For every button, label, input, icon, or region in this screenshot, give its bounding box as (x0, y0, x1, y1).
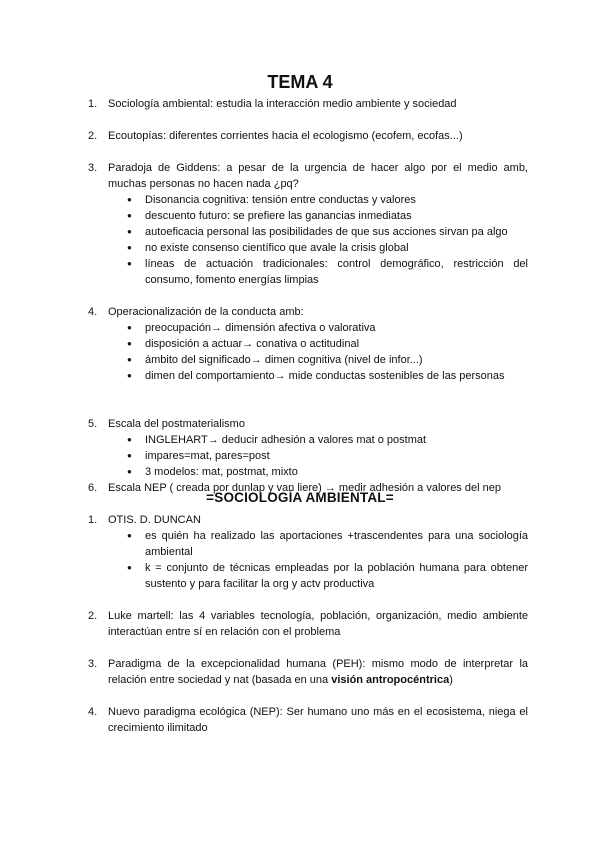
bullet-text: autoeficacia personal las posibilidades de que sus acciones sirvan pa algo (145, 226, 508, 238)
bullet-icon: ● (127, 355, 132, 364)
item-number: 4. (88, 706, 98, 718)
page-title: TEMA 4 (267, 72, 333, 92)
bullet-text: es quién ha realizado las aportaciones +trascendentes para una sociología ambiental (145, 530, 528, 558)
bullet-text: preocupación→ dimensión afectiva o valorativa (145, 322, 376, 334)
item-text: Operacionalización de la conducta amb: (108, 306, 304, 318)
item-text: Ecoutopías: diferentes corrientes hacia el ecologismo (ecofem, ecofas...) (108, 130, 463, 142)
bullet-text: k = conjunto de técnicas empleadas por la población humana para obtener sustento y para facilitar la org y actv productiva (145, 562, 528, 590)
item-text: Luke martell: las 4 variables tecnología, población, organización, medio ambiente interactúan entre sí en relación con el problema (108, 610, 528, 638)
bullet-icon: ● (127, 371, 132, 380)
item-text: Paradoja de Giddens: a pesar de la urgencia de hacer algo por el medio amb, muchas personas no hacen nada ¿pq? (108, 162, 528, 190)
item-text: Nuevo paradigma ecológica (NEP): Ser humano uno más en el ecosistema, niega el crecimiento ilimitado (108, 706, 528, 734)
section-title: =SOCIOLOGÍA AMBIENTAL= (206, 490, 394, 505)
bullet-icon: ● (127, 259, 132, 268)
bullet-icon: ● (127, 563, 132, 572)
item-text: Escala NEP ( creada por dunlap y van liere) → medir adhesión a valores del nep (108, 482, 501, 494)
item-text (108, 656, 528, 688)
bullet-icon: ● (127, 451, 132, 460)
item-number: 2. (88, 130, 98, 142)
item-number: 2. (88, 610, 98, 622)
bullet-icon: ● (127, 435, 132, 444)
bullet-text: INGLEHART→ deducir adhesión a valores mat o postmat (145, 434, 427, 446)
item-text-part: ) (449, 674, 453, 686)
item-number: 3. (88, 658, 98, 670)
item-number: 4. (88, 306, 98, 318)
bullet-text: ámbito del significado→ dimen cognitiva (nivel de infor...) (145, 354, 423, 366)
item-text: OTIS. D. DUNCAN (108, 514, 201, 526)
item-number: 1. (88, 98, 98, 110)
item-text: Sociología ambiental: estudia la interacción medio ambiente y sociedad (108, 98, 457, 110)
bullet-icon: ● (127, 323, 132, 332)
bullet-icon: ● (127, 211, 132, 220)
bullet-text: no existe consenso científico que avale la crisis global (145, 242, 409, 254)
item-number: 1. (88, 514, 98, 526)
bullet-text: impares=mat, pares=post (145, 450, 270, 462)
bullet-icon: ● (127, 243, 132, 252)
item-number: 3. (88, 162, 98, 174)
bullet-text: Disonancia cognitiva: tensión entre conductas y valores (145, 194, 416, 206)
item-text: Escala del postmaterialismo (108, 418, 245, 430)
item-number: 5. (88, 418, 98, 430)
bullet-icon: ● (127, 227, 132, 236)
bullet-text: dimen del comportamiento→ mide conductas sostenibles de las personas (145, 370, 505, 382)
item-number: 6. (88, 482, 98, 494)
bullet-icon: ● (127, 195, 132, 204)
bullet-icon: ● (127, 467, 132, 476)
bullet-icon: ● (127, 531, 132, 540)
bullet-icon: ● (127, 339, 132, 348)
bullet-text: 3 modelos: mat, postmat, mixto (145, 466, 298, 478)
bold-phrase: visión antropocéntrica (331, 674, 450, 686)
item-text-part: Paradigma de la excepcionalidad humana (PEH): mismo modo de interpretar la relación entre sociedad y nat (basada en una (108, 658, 528, 686)
bullet-text: líneas de actuación tradicionales: control demográfico, restricción del consumo, fomento energías limpias (145, 258, 528, 286)
bullet-text: descuento futuro: se prefiere las ganancias inmediatas (145, 210, 412, 222)
bullet-text: disposición a actuar→ conativa o actitudinal (145, 338, 360, 350)
